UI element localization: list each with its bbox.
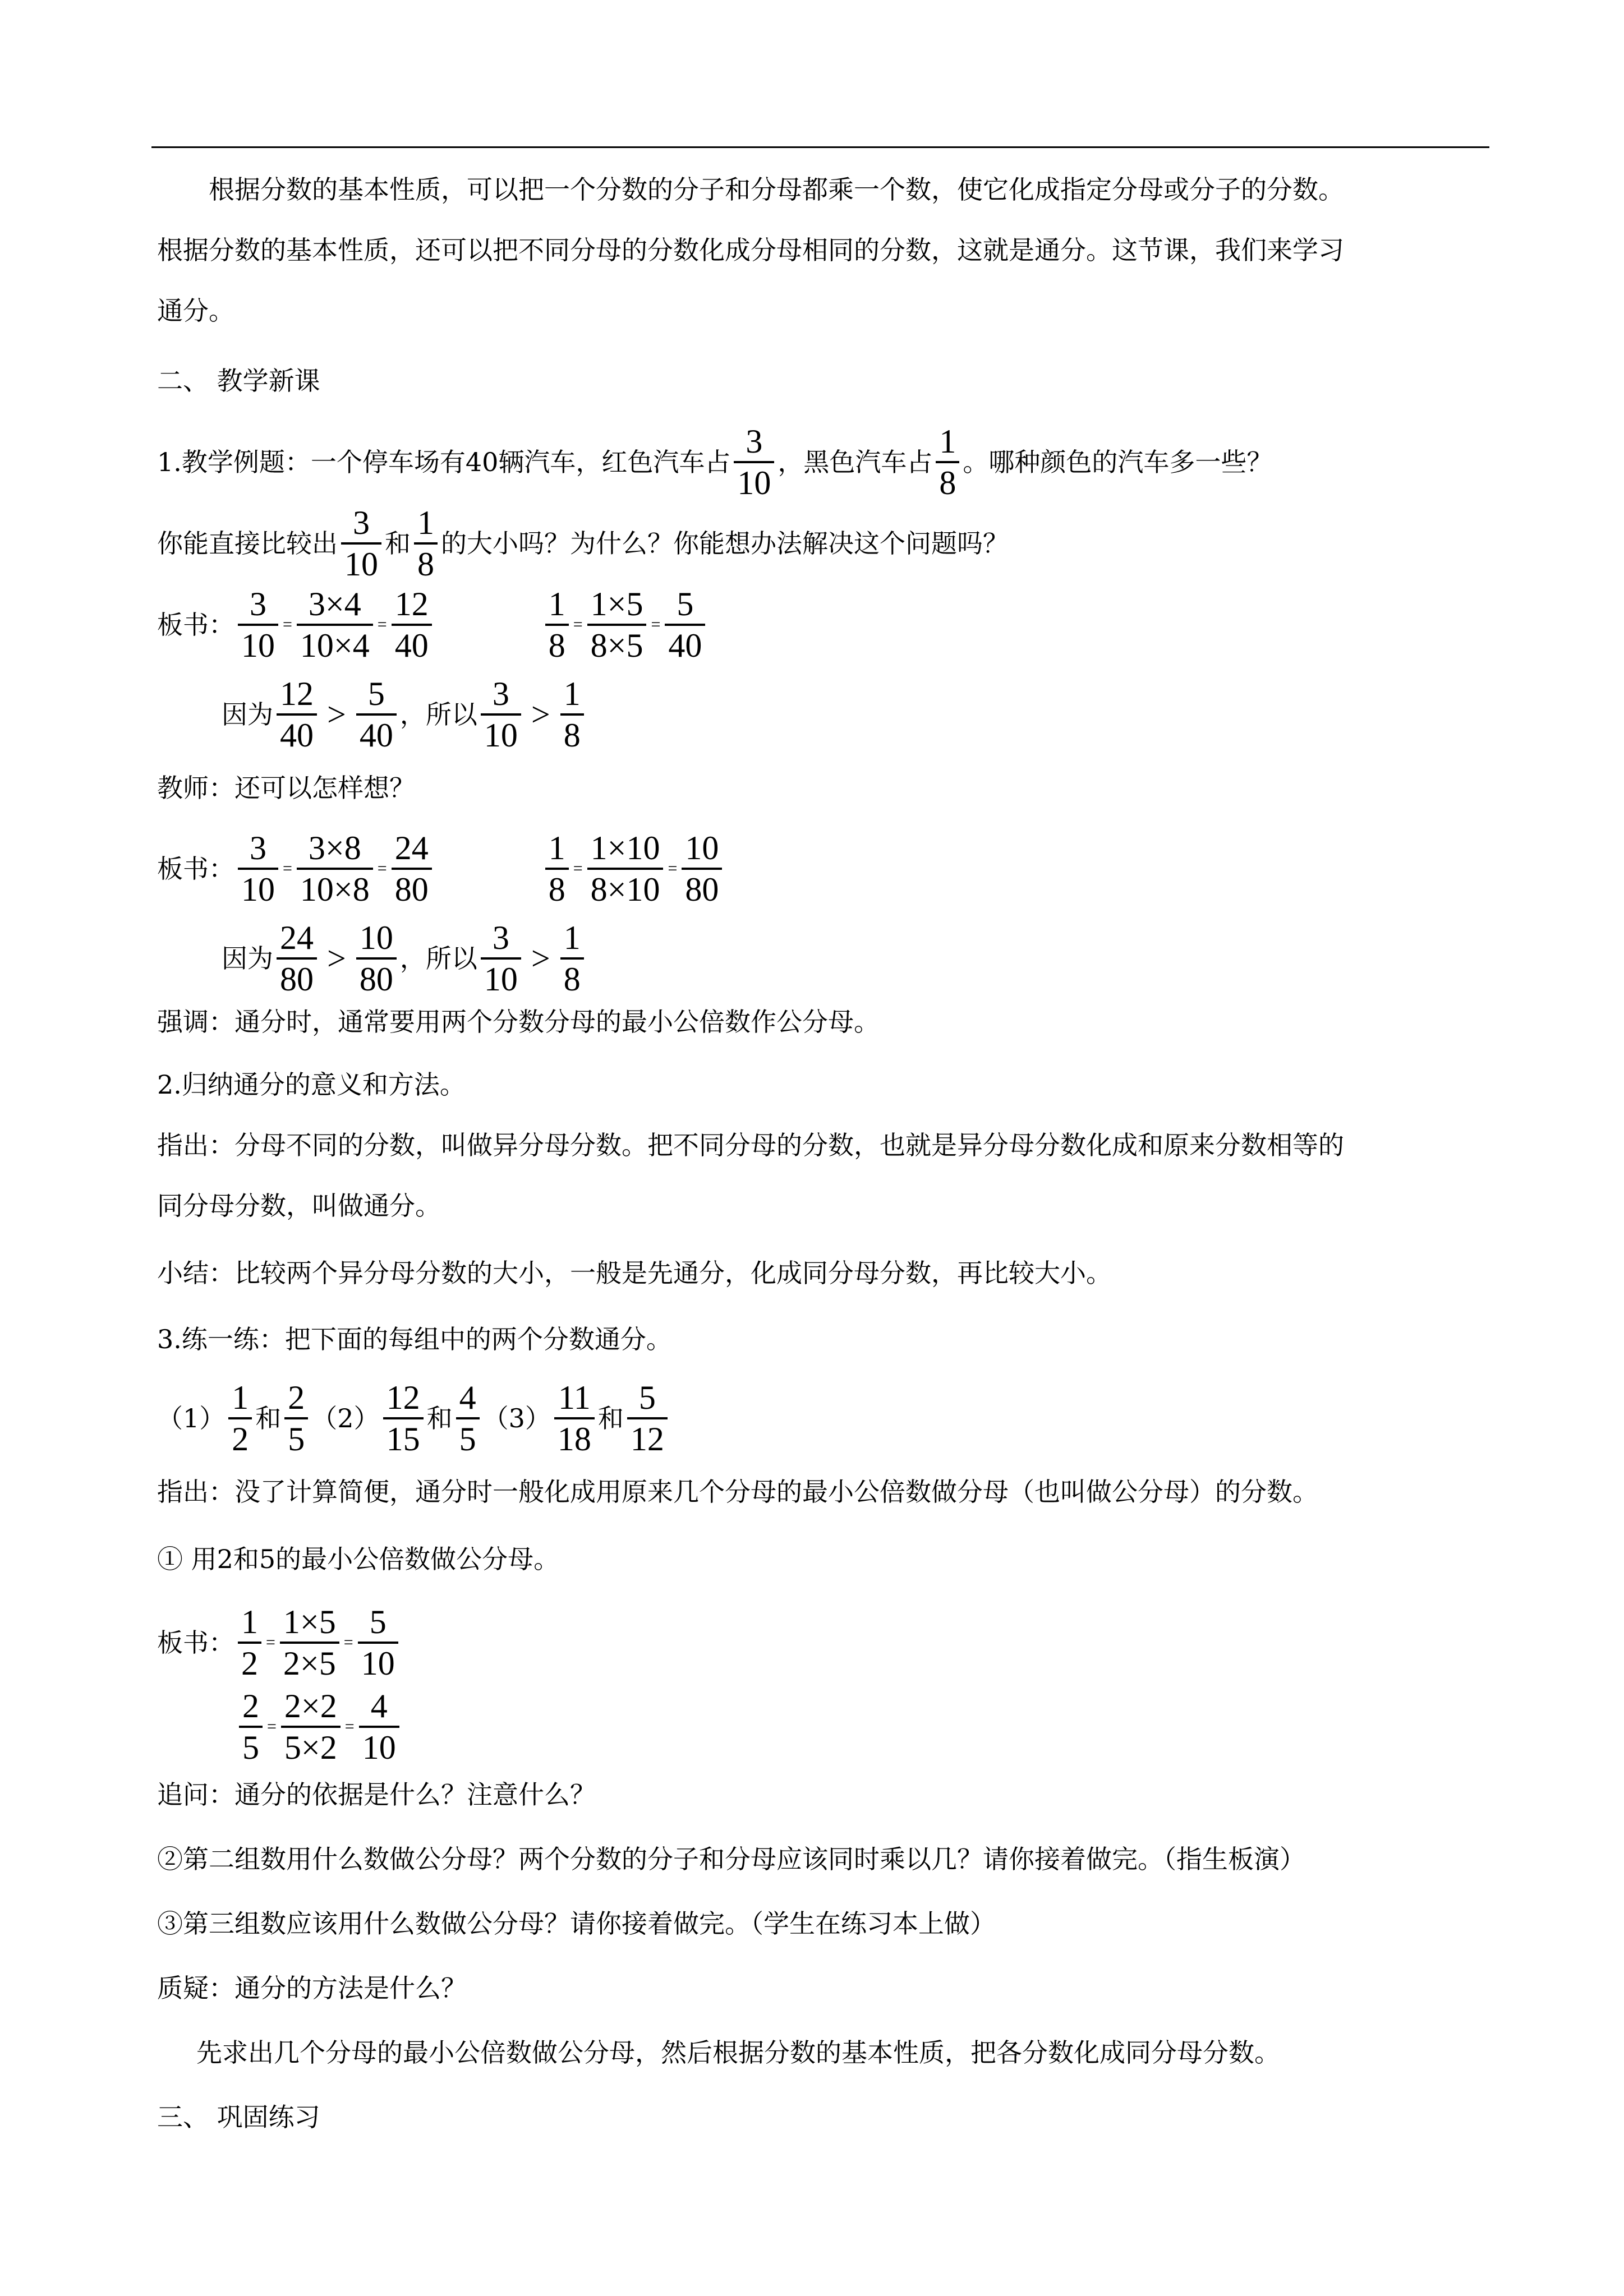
numerator: 24 <box>394 829 429 866</box>
followup-line: 追问：通分的依据是什么？注意什么？ <box>157 1779 596 1810</box>
query-line: 质疑：通分的方法是什么？ <box>157 1973 467 2003</box>
numerator: 3×4 <box>308 585 361 623</box>
numerator: 4 <box>370 1688 388 1725</box>
board-label: 板书： <box>157 854 234 884</box>
fraction-1-8 <box>936 422 959 502</box>
numerator: 1 <box>417 504 434 541</box>
fraction <box>238 584 278 665</box>
fraction <box>587 828 664 909</box>
step-2-line: ②第二组数用什么数做公分母？两个分数的分子和分母应该同时乘以几？请你接着做完。（指生板演） <box>157 1844 1305 1874</box>
denominator: 80 <box>392 868 432 909</box>
equals-sign: = <box>573 615 583 634</box>
equals-sign: = <box>573 859 583 878</box>
numerator: 3×8 <box>308 829 361 866</box>
fraction <box>627 1378 668 1459</box>
fraction <box>356 674 397 755</box>
equals-sign: = <box>267 1717 277 1736</box>
fraction-1-8 <box>414 503 438 584</box>
and-label: 和 <box>597 1403 624 1433</box>
denominator: 12 <box>627 1417 668 1459</box>
equals-sign: = <box>283 859 292 878</box>
numerator: 1 <box>548 829 565 866</box>
numerator: 3 <box>492 675 509 712</box>
point-1-line-2: 同分母分数，叫做通分。 <box>157 1191 441 1221</box>
numerator: 12 <box>280 675 314 712</box>
denominator: 10 <box>481 713 521 755</box>
numerator: 10 <box>685 829 719 866</box>
numerator: 1 <box>241 1603 258 1640</box>
denominator: 8×10 <box>587 868 664 909</box>
equals-sign: = <box>344 1717 355 1736</box>
numerator: 2 <box>288 1379 305 1416</box>
fraction-3-10 <box>341 503 381 584</box>
denominator: 10×8 <box>297 868 373 909</box>
board-1-equations <box>157 575 1492 670</box>
header-rule <box>151 146 1489 148</box>
numerator: 24 <box>280 919 314 956</box>
denominator: 10 <box>358 1642 398 1683</box>
numerator: 1×5 <box>283 1603 336 1640</box>
fraction <box>238 1602 261 1683</box>
denominator: 10 <box>734 461 774 502</box>
example-mid: ，黑色汽车占 <box>778 447 933 477</box>
numerator: 1 <box>563 919 581 956</box>
fraction <box>456 1378 480 1459</box>
denominator: 10 <box>341 542 381 584</box>
so-label: ，所以 <box>399 699 477 730</box>
practice-label-3: （3） <box>482 1403 551 1433</box>
fraction <box>359 1686 399 1767</box>
denominator: 5×2 <box>281 1726 341 1767</box>
equals-sign: = <box>377 615 387 634</box>
greater-than-sign: > <box>531 696 550 733</box>
point-2-line: 指出：没了计算简便，通分时一般化成用原来几个分母的最小公倍数做分母（也叫做公分母）的分数。 <box>157 1477 1318 1507</box>
numerator: 12 <box>386 1379 420 1416</box>
denominator: 40 <box>392 624 432 665</box>
denominator: 8 <box>936 461 959 502</box>
section-3-title: 三、 巩固练习 <box>157 2102 320 2132</box>
and-label: 和 <box>426 1403 453 1433</box>
fraction <box>545 584 569 665</box>
greater-than-sign: > <box>327 696 346 733</box>
equals-sign: = <box>651 615 661 634</box>
fraction <box>383 1378 424 1459</box>
fraction-3-10 <box>734 422 774 502</box>
numerator: 3 <box>250 829 266 866</box>
denominator: 10 <box>238 624 278 665</box>
equals-sign: = <box>377 859 387 878</box>
fraction <box>277 674 317 755</box>
equals-sign: = <box>668 859 678 878</box>
numerator: 4 <box>459 1379 476 1416</box>
fraction <box>280 1602 339 1683</box>
summary-line: 小结：比较两个异分母分数的大小，一般是先通分，化成同分母分数，再比较大小。 <box>157 1258 1112 1288</box>
numerator: 1×5 <box>590 585 643 623</box>
fraction <box>358 1602 398 1683</box>
because-label: 因为 <box>222 699 273 730</box>
denominator: 8×5 <box>587 624 647 665</box>
denominator: 5 <box>284 1417 308 1459</box>
fraction <box>682 828 722 909</box>
greater-than-sign: > <box>531 940 550 977</box>
fraction <box>284 1378 308 1459</box>
item-3-line: 3.练一练：把下面的每组中的两个分数通分。 <box>157 1324 672 1354</box>
denominator: 8 <box>545 868 569 909</box>
board-1-comparison <box>222 665 1557 760</box>
numerator: 12 <box>394 585 429 623</box>
denominator: 80 <box>682 868 722 909</box>
fraction <box>392 828 432 909</box>
board-label: 板书： <box>157 1628 234 1658</box>
intro-line-2: 根据分数的基本性质，还可以把不同分母的分数化成分母相同的分数，这就是通分。这节课，我们来学习 <box>157 235 1344 265</box>
example-prefix: 1.教学例题：一个停车场有40辆汽车，红色汽车占 <box>157 447 731 477</box>
numerator: 10 <box>359 919 393 956</box>
denominator: 5 <box>239 1726 263 1767</box>
teacher-line: 教师：还可以怎样想？ <box>157 773 415 803</box>
board-label: 板书： <box>157 610 234 640</box>
item-2-line: 2.归纳通分的意义和方法。 <box>157 1069 466 1100</box>
greater-than-sign: > <box>327 940 346 977</box>
numerator: 1 <box>939 423 956 460</box>
numerator: 1 <box>232 1379 249 1416</box>
practice-line <box>157 1368 1492 1464</box>
intro-line-3: 通分。 <box>157 296 234 326</box>
board-3-row-2 <box>236 1677 1571 1772</box>
so-label: ，所以 <box>399 943 477 974</box>
practice-label-2: （2） <box>311 1403 380 1433</box>
fraction <box>277 918 317 999</box>
step-1-line: ① 用2和5的最小公倍数做公分母。 <box>157 1544 560 1574</box>
numerator: 1 <box>563 675 581 712</box>
numerator: 5 <box>638 1379 656 1416</box>
method-line: 先求出几个分母的最小公倍数做公分母，然后根据分数的基本性质，把各分数化成同分母分数。 <box>196 2037 1280 2068</box>
emphasis-line: 强调：通分时，通常要用两个分数分母的最小公倍数作公分母。 <box>157 1007 880 1037</box>
numerator: 5 <box>367 675 385 712</box>
because-label: 因为 <box>222 943 273 974</box>
fraction <box>587 584 647 665</box>
equals-sign: = <box>266 1633 275 1652</box>
denominator: 8 <box>560 957 584 999</box>
fraction <box>392 584 432 665</box>
denominator: 2×5 <box>280 1642 339 1683</box>
numerator: 1×10 <box>590 829 660 866</box>
fraction <box>228 1378 252 1459</box>
board-2-equations <box>157 819 1492 914</box>
denominator: 10 <box>481 957 521 999</box>
numerator: 3 <box>353 504 370 541</box>
example-suffix: 。哪种颜色的汽车多一些？ <box>963 447 1273 477</box>
fraction <box>481 674 521 755</box>
fraction <box>554 1378 595 1459</box>
fraction <box>481 918 521 999</box>
numerator: 3 <box>746 423 763 460</box>
fraction <box>560 674 584 755</box>
equals-sign: = <box>343 1633 353 1652</box>
numerator: 2 <box>242 1688 259 1725</box>
denominator: 80 <box>277 957 317 999</box>
practice-label-1: （1） <box>157 1403 226 1433</box>
fraction <box>356 918 397 999</box>
denominator: 8 <box>545 624 569 665</box>
denominator: 40 <box>277 713 317 755</box>
denominator: 80 <box>356 957 397 999</box>
question-prefix: 你能直接比较出 <box>157 528 338 559</box>
board-3-row-1 <box>157 1593 1492 1688</box>
intro-line-1: 根据分数的基本性质，可以把一个分数的分子和分母都乘一个数，使它化成指定分母或分子的分数。 <box>209 174 1344 205</box>
denominator: 10 <box>359 1726 399 1767</box>
question-and: 和 <box>385 528 411 559</box>
fraction <box>239 1686 263 1767</box>
numerator: 3 <box>492 919 509 956</box>
denominator: 10×4 <box>297 624 373 665</box>
denominator: 10 <box>238 868 278 909</box>
denominator: 2 <box>228 1417 252 1459</box>
fraction <box>665 584 705 665</box>
section-2-title: 二、 教学新课 <box>157 366 320 396</box>
point-1-line-1: 指出：分母不同的分数，叫做异分母分数。把不同分母的分数，也就是异分母分数化成和原来分数相等的 <box>157 1130 1344 1160</box>
fraction <box>297 584 373 665</box>
numerator: 3 <box>250 585 266 623</box>
numerator: 5 <box>369 1603 387 1640</box>
denominator: 40 <box>665 624 705 665</box>
numerator: 1 <box>548 585 565 623</box>
denominator: 8 <box>560 713 584 755</box>
fraction <box>238 828 278 909</box>
question-suffix: 的大小吗？为什么？你能想办法解决这个问题吗？ <box>441 528 1009 559</box>
denominator: 8 <box>414 542 438 584</box>
numerator: 2×2 <box>284 1688 337 1725</box>
denominator: 5 <box>456 1417 480 1459</box>
fraction <box>545 828 569 909</box>
equals-sign: = <box>283 615 292 634</box>
numerator: 5 <box>677 585 694 623</box>
fraction <box>281 1686 341 1767</box>
fraction <box>297 828 373 909</box>
denominator: 15 <box>383 1417 424 1459</box>
and-label: 和 <box>255 1403 282 1433</box>
denominator: 18 <box>554 1417 595 1459</box>
denominator: 2 <box>238 1642 261 1683</box>
step-3-line: ③第三组数应该用什么数做公分母？请你接着做完。（学生在练习本上做） <box>157 1908 996 1939</box>
denominator: 40 <box>356 713 397 755</box>
numerator: 11 <box>558 1379 591 1416</box>
fraction <box>560 918 584 999</box>
